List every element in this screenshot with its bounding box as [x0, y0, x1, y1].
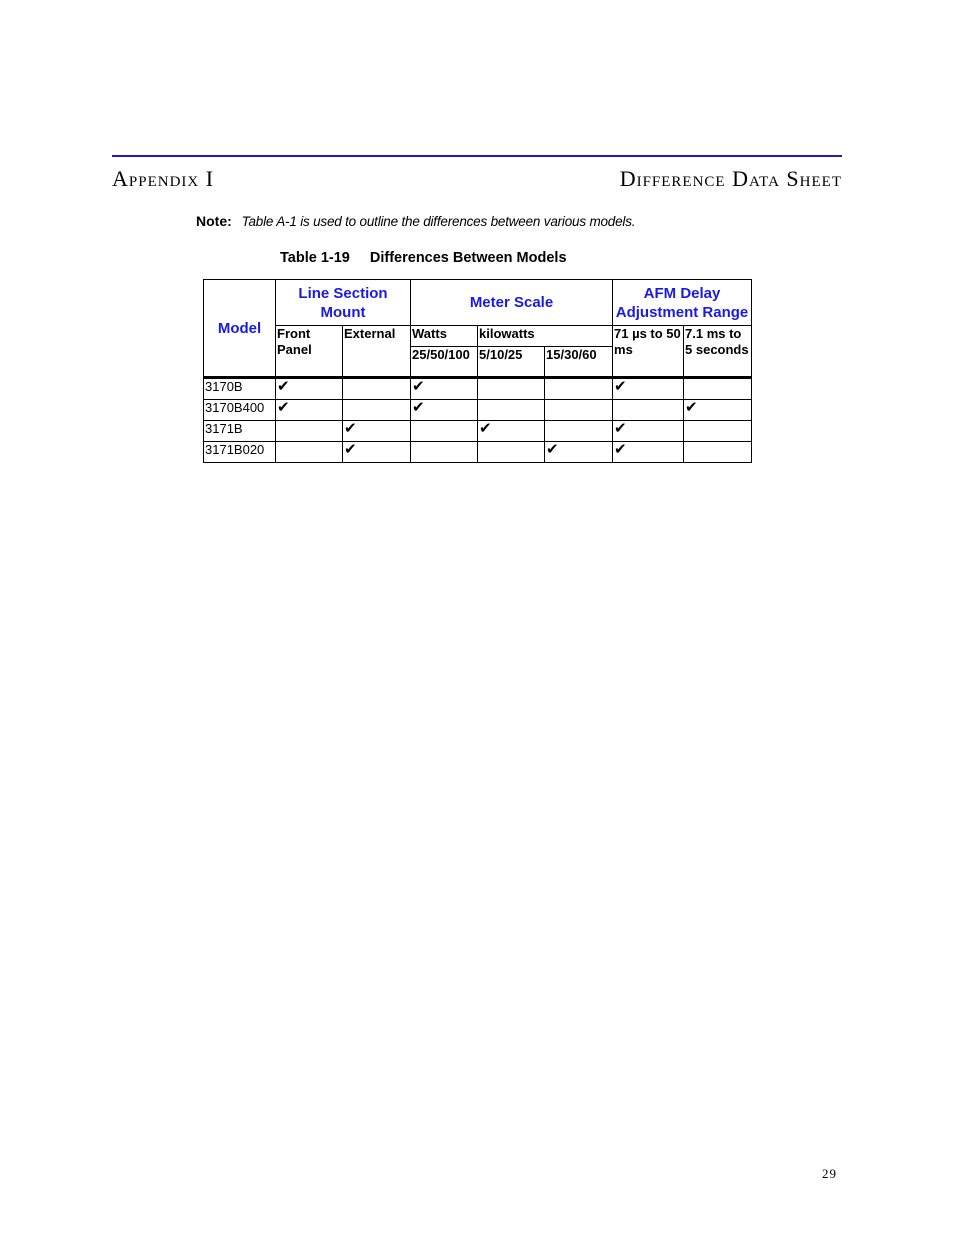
- check-cell: [684, 442, 752, 463]
- table-caption: [280, 250, 567, 266]
- header-external: External: [343, 326, 411, 378]
- check-cell: [478, 442, 545, 463]
- header-afm-range-2: 7.1 ms to 5 seconds: [684, 326, 752, 378]
- table-row: [204, 378, 752, 400]
- header-meter-scale: Meter Scale: [411, 280, 613, 326]
- check-cell: ✔: [613, 378, 684, 400]
- header-front-panel: Front Panel: [276, 326, 343, 378]
- check-cell: [684, 421, 752, 442]
- check-cell: ✔: [684, 400, 752, 421]
- check-cell: [276, 421, 343, 442]
- check-cell: [545, 400, 613, 421]
- table-title: Differences Between Models: [369, 250, 567, 266]
- header-watts: Watts: [411, 326, 478, 347]
- check-cell: ✔: [276, 378, 343, 400]
- check-cell: ✔: [613, 442, 684, 463]
- header-kilowatts: kilowatts: [478, 326, 613, 347]
- differences-table: [203, 279, 752, 463]
- check-cell: [343, 400, 411, 421]
- appendix-title: Appendix I: [112, 166, 215, 191]
- table-row: [204, 421, 752, 442]
- check-cell: [478, 378, 545, 400]
- page-number: 29: [822, 1166, 837, 1181]
- check-cell: [545, 378, 613, 400]
- check-cell: ✔: [478, 421, 545, 442]
- model-cell: 3171B: [204, 421, 276, 442]
- header-model: Model: [204, 280, 276, 378]
- check-cell: [613, 400, 684, 421]
- header-kw-range-1: 5/10/25: [478, 347, 545, 378]
- check-cell: ✔: [411, 400, 478, 421]
- header-kw-range-2: 15/30/60: [545, 347, 613, 378]
- table-row: [204, 400, 752, 421]
- check-cell: ✔: [343, 442, 411, 463]
- header-afm-range-1: 71 µs to 50 ms: [613, 326, 684, 378]
- check-cell: [545, 421, 613, 442]
- note-label: Note:: [196, 213, 232, 229]
- check-cell: [276, 442, 343, 463]
- group-header-row: [204, 280, 752, 326]
- table-number: Table 1-19: [280, 250, 350, 266]
- check-cell: ✔: [276, 400, 343, 421]
- check-cell: [411, 442, 478, 463]
- check-cell: ✔: [545, 442, 613, 463]
- check-cell: ✔: [613, 421, 684, 442]
- model-cell: 3170B: [204, 378, 276, 400]
- note-text: Table A-1 is used to outline the differences between various models.: [241, 214, 636, 229]
- check-cell: [343, 378, 411, 400]
- section-title: Difference Data Sheet: [619, 166, 842, 191]
- check-cell: ✔: [411, 378, 478, 400]
- sub-header-row: [204, 326, 752, 347]
- note: [196, 213, 635, 229]
- page-heading: [112, 166, 842, 200]
- header-watts-range: 25/50/100: [411, 347, 478, 378]
- model-cell: 3170B400: [204, 400, 276, 421]
- check-cell: [478, 400, 545, 421]
- header-line-section: Line Section Mount: [276, 280, 411, 326]
- model-cell: 3171B020: [204, 442, 276, 463]
- table-row: [204, 442, 752, 463]
- check-cell: [411, 421, 478, 442]
- check-cell: [684, 378, 752, 400]
- check-cell: ✔: [343, 421, 411, 442]
- header-rule: [112, 155, 842, 157]
- header-afm-delay: AFM Delay Adjustment Range: [613, 280, 752, 326]
